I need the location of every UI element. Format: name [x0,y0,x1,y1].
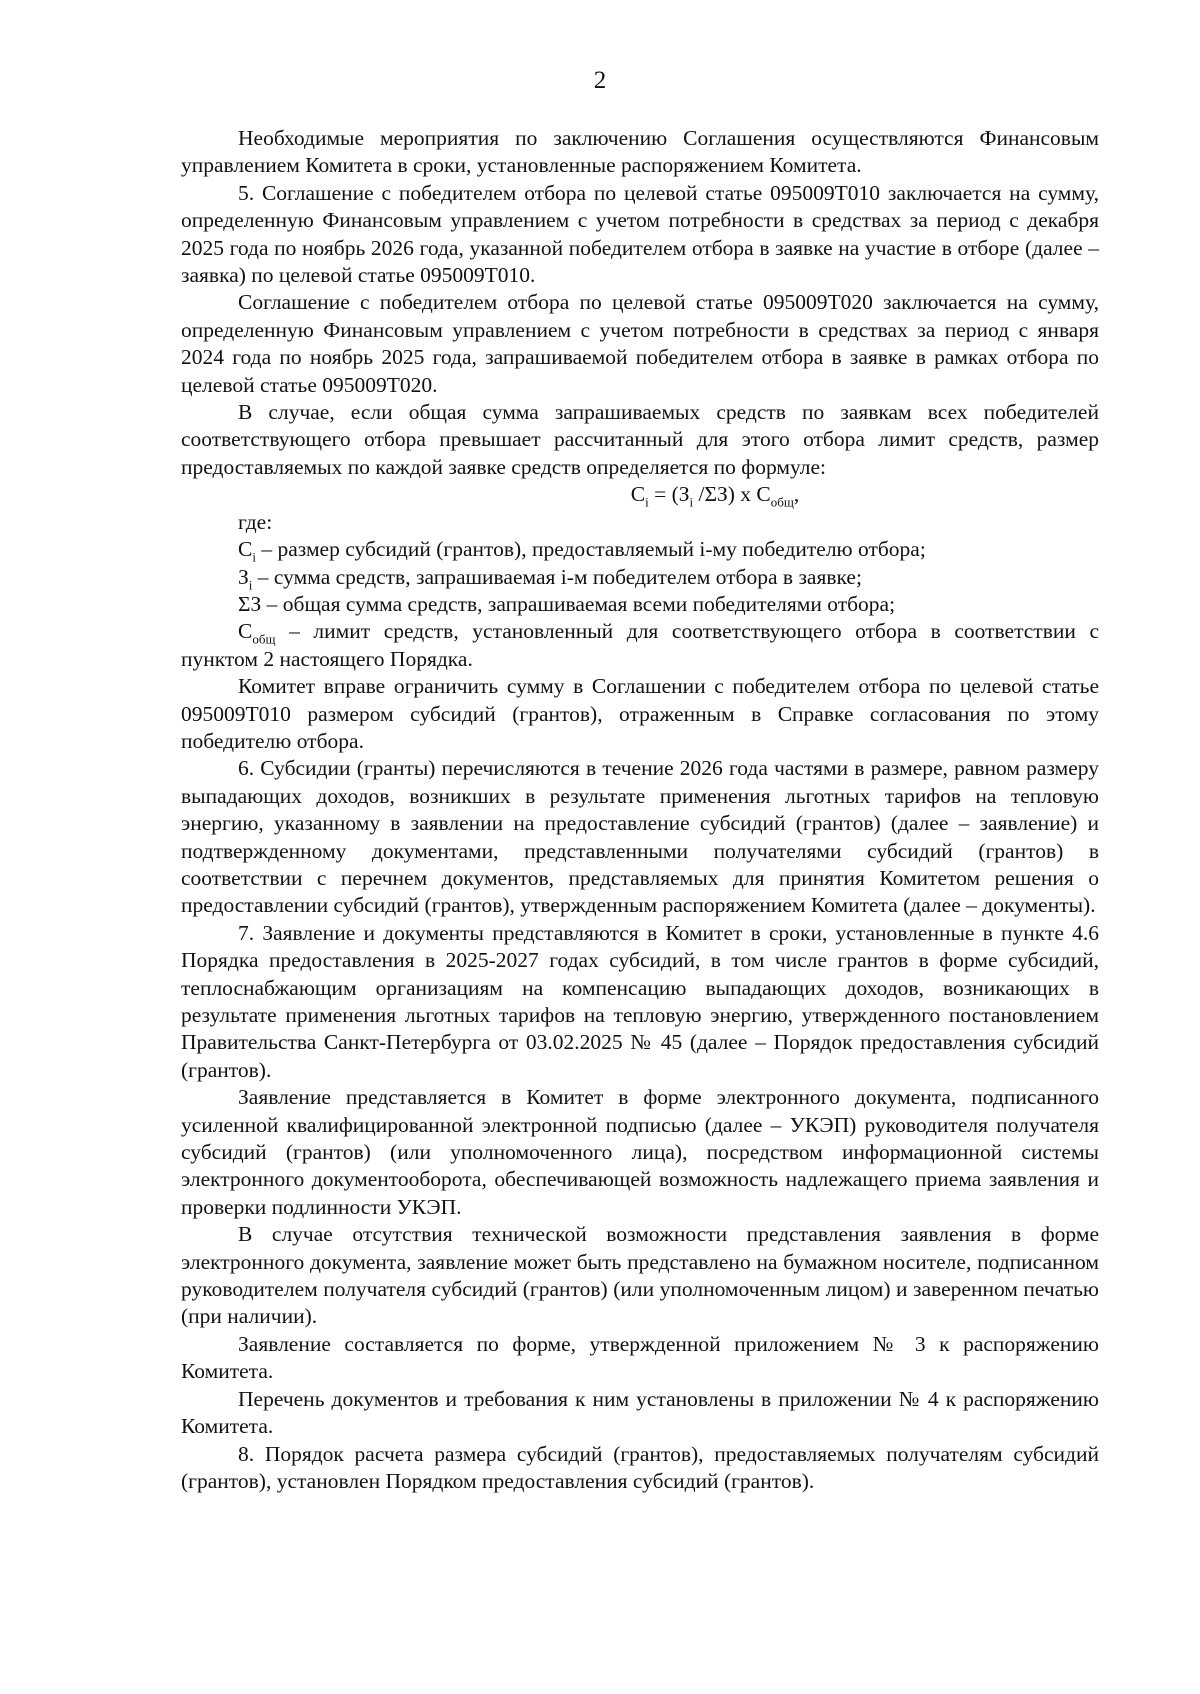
paragraph-item-7: 7. Заявление и документы представляются в Комитет в сроки, установленные в пункте 4.6 Порядка предоставления в 2025-2027 годах субсидий, в том числе грантов в форме субсидий, теплоснабжающим организациям на компенсацию выпадающих доходов, возникающих в результате применения льготных тарифов на тепловую энергию, утвержденного постановлением Правительства Санкт-Петербурга от 03.02.2025 № 45 (далее – Порядок предоставления субсидий (грантов). [181,920,1099,1082]
paragraph-agreement-measures: Необходимые мероприятия по заключению Соглашения осуществляются Финансовым управлением Комитета в сроки, установленные распоряжением Комитета. [181,126,1099,178]
formula-mid: /ΣЗ) x C [693,482,771,507]
paragraph-committee-limit: Комитет вправе ограничить сумму в Соглашении с победителем отбора по целевой статье 095009Т010 размером субсидий (грантов), отраженным в Справке согласования по этому победителю отбора. [181,674,1099,753]
page-number: 2 [593,67,607,94]
paragraph-application-form: Заявление составляется по форме, утвержденной приложением № 3 к распоряжению Комитета. [181,1331,1099,1384]
definition-symbol-sub: i [252,549,256,565]
paragraph-electronic-submission: Заявление представляется в Комитет в форме электронного документа, подписанного усиленной квалифицированной электронной подписью (далее – УКЭП) руководителя получателя субсидий (грантов) (или уполномоченного лица), посредством информационной системы электронного документооборота, обеспечивающей возможность надлежащего приема заявления и проверки подлинности УКЭП. [181,1085,1099,1219]
definition-symbol: З [238,564,249,589]
paragraph-agreement-t020: Соглашение с победителем отбора по целевой статье 095009Т020 заключается на сумму, определенную Финансовым управлением с учетом потребности в средствах за период с января 2024 года по ноябрь 2025 года, запрашиваемой победителем отбора в заявке в рамках отбора по целевой статье 095009Т020. [181,290,1099,397]
definition-text: – сумма средств, запрашиваемая i-м победителем отбора в заявке; [252,564,862,589]
definition-symbol: ΣЗ [238,591,262,616]
definition-ci [181,536,1099,563]
paragraph-paper-submission: В случае отсутствия технической возможности представления заявления в форме электронного документа, заявление может быть представлено на бумажном носителе, подписанном руководителем получателя субсидий (грантов) (или уполномоченным лицом) и заверенном печатью (при наличии). [181,1222,1099,1329]
definition-c-total [181,618,1099,673]
definition-symbol: C [238,537,253,562]
formula-z-sub: i [689,494,694,510]
definition-text: – лимит средств, установленный для соответствующего отбора в соответствии с пунктом 2 настоящего Порядка. [181,619,1099,671]
formula-total-sub: общ [770,494,794,510]
where-label: где: [238,509,273,534]
paragraph-item-8: 8. Порядок расчета размера субсидий (грантов), предоставляемых получателям субсидий (грантов), установлен Порядком предоставления субсидий (грантов). [181,1441,1099,1493]
formula-eq: = (З [648,482,690,507]
definition-zi [181,564,1099,591]
definition-symbol-sub: общ [252,631,276,647]
definition-text: – размер субсидий (грантов), предоставляемый i-му победителю отбора; [255,537,926,562]
formula [181,481,1099,508]
formula-lhs-sub: i [645,494,649,510]
definition-symbol-sub: i [248,576,253,592]
paragraph-item-5: 5. Соглашение с победителем отбора по целевой статье 095009Т010 заключается на сумму, определенную Финансовым управлением с учетом потребности в средствах за период с декабря 2025 года по ноябрь 2026 года, указанной победителем отбора в заявке на участие в отборе (далее – заявка) по целевой статье 095009Т010. [181,180,1099,288]
definition-symbol: C [238,619,253,644]
definition-sum-z [181,591,1099,618]
definition-text: – общая сумма средств, запрашиваемая всеми победителями отбора; [261,591,896,616]
paragraph-limit-case: В случае, если общая сумма запрашиваемых средств по заявкам всех победителей соответствующего отбора превышает рассчитанный для этого отбора лимит средств, размер предоставляемых по каждой заявке средств определяется по формуле: [181,400,1099,479]
formula-tail: , [793,482,800,507]
formula-lhs: C [630,482,646,507]
paragraph-item-6: 6. Субсидии (гранты) перечисляются в течение 2026 года частями в размере, равном размеру выпадающих доходов, возникших в результате применения льготных тарифов на тепловую энергию, указанному в заявлении на предоставление субсидий (грантов) (далее – заявление) и подтвержденному документами, представленными получателями субсидий (грантов) в соответствии с перечнем документов, представляемых для принятия Комитетом решения о предоставлении субсидий (грантов), утвержденным распоряжением Комитета (далее – документы). [181,756,1099,918]
document-body [181,125,1099,1495]
paragraph-document-list: Перечень документов и требования к ним установлены в приложении № 4 к распоряжению Комитета. [181,1386,1099,1439]
